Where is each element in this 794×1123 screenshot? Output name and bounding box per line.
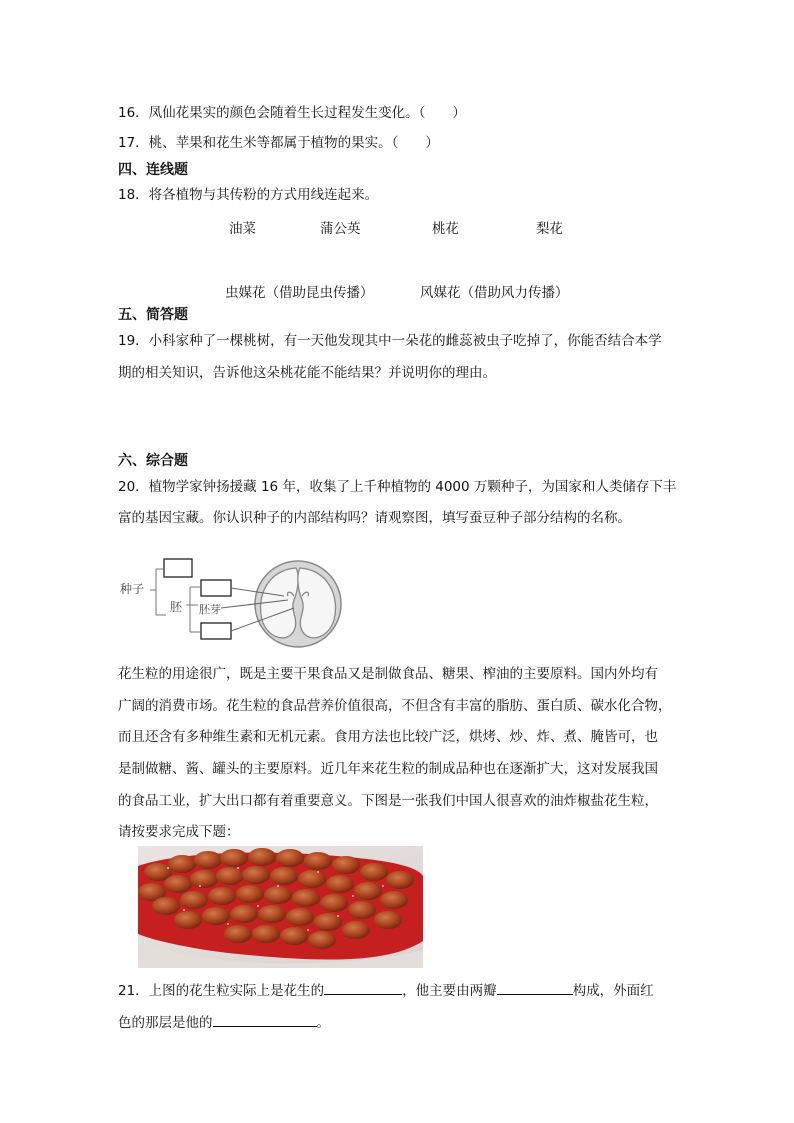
q21-text-3: 构成，外面红 xyxy=(572,983,654,999)
insect-pollination: 虫媒花（借助昆虫传播） xyxy=(225,285,374,301)
plant-dandelion: 蒲公英 xyxy=(320,221,361,237)
q21-blank-2[interactable] xyxy=(497,980,573,995)
question-20-line2: 富的基因宝藏。你认识种子的内部结构吗？请观察图，填写蚕豆种子部分结构的名称。 xyxy=(118,510,631,526)
fried-peanuts-photo xyxy=(138,846,423,968)
diagram-label-embryo: 胚 xyxy=(170,600,183,614)
section-4-title: 四、连线题 xyxy=(118,162,188,178)
question-20-line1: 20．植物学家钟扬援藏 16 年，收集了上千种植物的 4000 万颗种子，为国家和人类储存下丰 xyxy=(118,479,677,495)
passage-line4: 是制做糖、酱、罐头的主要原料。近几年来花生粒的制成品种也在逐渐扩大，这对发展我国 xyxy=(118,761,658,777)
answer-box-2[interactable] xyxy=(201,580,231,596)
passage-line6: 请按要求完成下题： xyxy=(118,824,240,840)
plant-peach-flower: 桃花 xyxy=(432,221,459,237)
question-19-line1: 19．小科家种了一棵桃树，有一天他发现其中一朵花的雌蕊被虫子吃掉了，你能否结合本学 xyxy=(118,333,662,349)
diagram-label-seed: 种子 xyxy=(120,582,145,596)
plant-pear-flower: 梨花 xyxy=(536,221,563,237)
diagram-label-plumule: 胚芽 xyxy=(199,603,221,616)
passage-line3: 而且还含有多种维生素和无机元素。食用方法也比较广泛，烘烤、炒、炸、煮、腌皆可，也 xyxy=(118,729,658,745)
passage-line2: 广阔的消费市场。花生粒的食品营养价值很高，不但含有丰富的脂肪、蛋白质、碳水化合物， xyxy=(118,698,672,714)
section-6-title: 六、综合题 xyxy=(118,453,188,469)
question-18: 18．将各植物与其传粉的方式用线连起来。 xyxy=(118,187,379,203)
q21-blank-1[interactable] xyxy=(324,980,402,995)
q21-text-1: 21．上图的花生粒实际上是花生的 xyxy=(118,983,325,999)
wind-pollination: 风媒花（借助风力传播） xyxy=(420,285,569,301)
question-16: 16．凤仙花果实的颜色会随着生长过程发生变化。（ ） xyxy=(118,105,466,121)
passage-line5: 的食品工业，扩大出口都有着重要意义。下图是一张我们中国人很喜欢的油炸椒盐花生粒， xyxy=(118,793,658,809)
answer-box-3[interactable] xyxy=(201,623,231,639)
plant-rapeseed: 油菜 xyxy=(229,221,256,237)
passage-line1: 花生粒的用途很广，既是主要干果食品又是制做食品、糖果、榨油的主要原料。国内外均有 xyxy=(118,666,658,682)
q21-blank-3[interactable] xyxy=(213,1012,317,1027)
broad-bean-seed-diagram xyxy=(118,550,343,650)
q21-text-5: 。 xyxy=(316,1015,330,1031)
answer-box-1[interactable] xyxy=(164,559,192,577)
question-21-line2 xyxy=(118,1012,330,1032)
q21-text-2: ，他主要由两瓣 xyxy=(402,983,497,999)
section-5-title: 五、简答题 xyxy=(118,307,188,323)
q21-text-4: 色的那层是他的 xyxy=(118,1015,213,1031)
question-19-line2: 期的相关知识，告诉他这朵桃花能不能结果？并说明你的理由。 xyxy=(118,365,496,381)
question-17: 17．桃、苹果和花生米等都属于植物的果实。（ ） xyxy=(118,135,439,151)
question-21-line1 xyxy=(118,980,654,1000)
